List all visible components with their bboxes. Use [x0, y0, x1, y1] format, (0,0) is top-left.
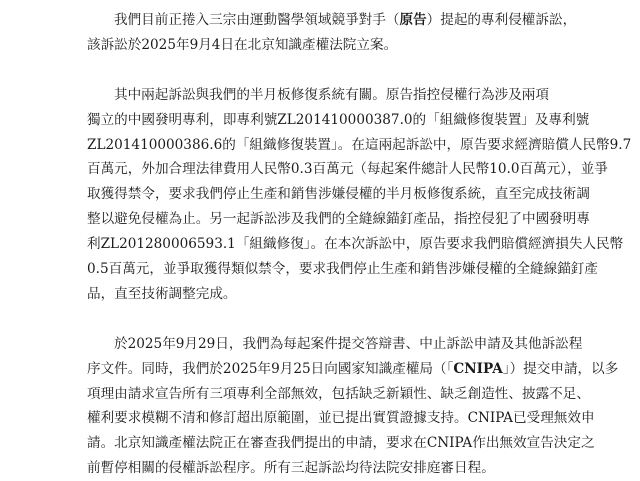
text-run: 該訴訟於2025年9月4日在北京知識產權法院立案。 — [87, 36, 398, 53]
text-line — [60, 431, 616, 456]
text-run: ）提起的專利侵權訴訟， — [426, 12, 577, 28]
text-line — [60, 133, 632, 158]
text-line — [60, 257, 616, 282]
text-run: 獨立的中國發明專利，即專利號ZL201410000387.0的「組織修復裝置」及專利號 — [87, 111, 590, 128]
text-run: 0.5百萬元，並爭取獲得類似禁令，要求我們停止生產和銷售涉嫌侵權的全縫線錨釘產 — [87, 261, 598, 278]
text-run: 利ZL201280006593.1「組織修復」。在本次訴訟中，原告要求我們賠償經濟損失人民幣 — [87, 236, 624, 253]
text-line — [60, 207, 616, 232]
text-line — [60, 406, 616, 431]
text-line — [60, 33, 616, 58]
text-line — [60, 332, 616, 357]
text-run: 品，直至技術調整完成。 — [87, 285, 237, 302]
text-run: 取獲得禁令，要求我們停止生產和銷售涉嫌侵權的半月板修復系統，直至完成技術調 — [87, 186, 590, 203]
paragraph-defense-actions — [60, 332, 619, 481]
text-line — [60, 232, 624, 257]
text-run: 前暫停相關的侵權訴訟程序。所有三起訴訟均待法院安排庭審日程。 — [87, 460, 495, 477]
text-line — [60, 83, 616, 108]
text-run: 整以避免侵權為止。另一起訴訟涉及我們的全縫線錨釘產品，指控侵犯了中國發明專 — [87, 211, 590, 228]
text-line — [60, 282, 616, 307]
text-run: 百萬元，外加合理法律費用人民幣0.3百萬元（每起案件總計人民幣10.0百萬元），並爭 — [87, 161, 608, 178]
text-run: 項理由請求宣告所有三項專利全部無效，包括缺乏新穎性、缺乏創造性、披露不足、 — [87, 385, 590, 402]
text-run: 我們目前正捲入三宗由運動醫學領域競爭對手（ — [114, 12, 400, 28]
text-run: 其中兩起訴訟與我們的半月板修復系統有關。原告指控侵權行為涉及兩項 — [114, 86, 549, 103]
paragraph-litigation-intro — [60, 8, 616, 58]
text-run: 於2025年9月29日，我們為每起案件提交答辯書、中止訴訟申請及其他訴訟程 — [114, 335, 583, 352]
text-line — [60, 357, 619, 382]
text-run: 請。北京知識產權法院正在審查我們提出的申請，要求在CNIPA作出無效宣告決定之 — [87, 435, 595, 452]
text-line — [60, 157, 616, 182]
text-run: 權利要求模糊不清和修訂超出原範圍，並已提出實質證據支持。CNIPA已受理無效申 — [87, 410, 595, 427]
text-line — [60, 108, 616, 133]
text-line — [60, 382, 616, 407]
text-line — [60, 182, 616, 207]
defined-term-cnipa: CNIPA — [453, 360, 503, 377]
paragraph-meniscus-lawsuits — [60, 83, 632, 307]
text-run: 」）提交申請，以多 — [502, 360, 619, 377]
text-line — [60, 8, 616, 33]
text-line — [60, 456, 616, 481]
text-run: 序文件。同時，我們於2025年9月25日向國家知識產權局（「 — [87, 360, 454, 377]
document-body — [60, 8, 632, 481]
text-run: ZL201410000386.6的「組織修復裝置」。在這兩起訴訟中，原告要求經濟賠償人民幣9.7 — [87, 136, 632, 153]
defined-term-plaintiff: 原告 — [399, 12, 427, 28]
